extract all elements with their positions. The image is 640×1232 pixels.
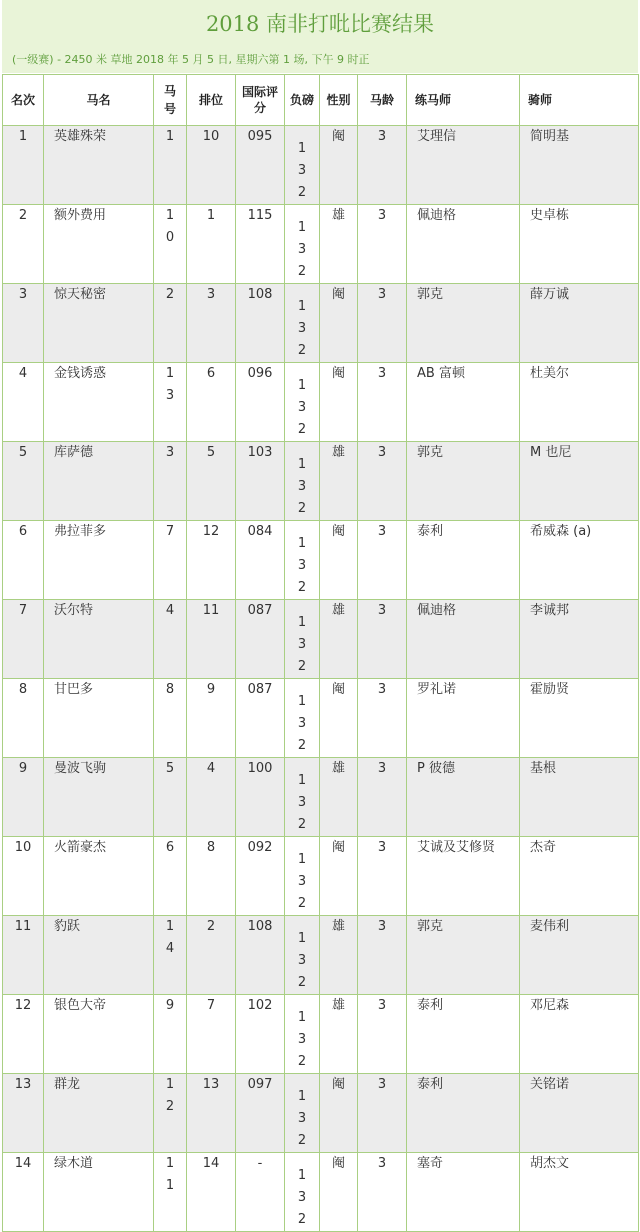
weight-cell: 132 — [285, 995, 320, 1074]
age-cell: 3 — [358, 679, 407, 758]
horse-name-cell: 绿木道 — [44, 1153, 154, 1232]
trainer-cell: 罗礼诺 — [407, 679, 520, 758]
draw-cell: 14 — [187, 1153, 236, 1232]
rank-cell: 13 — [3, 1074, 44, 1153]
rank-cell: 1 — [3, 126, 44, 205]
draw-cell: 8 — [187, 837, 236, 916]
sex-cell: 阉 — [320, 126, 358, 205]
horse-name-cell: 惊天秘密 — [44, 284, 154, 363]
horse-name-cell: 英雄殊荣 — [44, 126, 154, 205]
rating-cell: 087 — [236, 679, 285, 758]
draw-cell: 11 — [187, 600, 236, 679]
sex-cell: 雄 — [320, 758, 358, 837]
draw-cell: 6 — [187, 363, 236, 442]
rank-cell: 8 — [3, 679, 44, 758]
weight-cell: 132 — [285, 916, 320, 995]
header-rating: 国际评分 — [236, 75, 285, 126]
weight-cell: 132 — [285, 1153, 320, 1232]
rating-cell: 103 — [236, 442, 285, 521]
sex-cell: 阉 — [320, 363, 358, 442]
header-horse: 马名 — [44, 75, 154, 126]
rating-cell: 096 — [236, 363, 285, 442]
race-subtitle: (一级赛) - 2450 米 草地 2018 年 5 月 5 日, 星期六第 1 场, 下午 9 时正 — [12, 53, 370, 66]
trainer-cell: 塞奇 — [407, 1153, 520, 1232]
horse-name-cell: 群龙 — [44, 1074, 154, 1153]
table-row — [3, 363, 639, 442]
jockey-cell: 史卓栋 — [520, 205, 639, 284]
rank-cell: 9 — [3, 758, 44, 837]
horse-no-cell: 14 — [154, 916, 187, 995]
horse-name-cell: 金钱诱惑 — [44, 363, 154, 442]
jockey-cell: 杜美尔 — [520, 363, 639, 442]
weight-cell: 132 — [285, 205, 320, 284]
jockey-cell: 杰奇 — [520, 837, 639, 916]
table-row — [3, 600, 639, 679]
sex-cell: 雄 — [320, 995, 358, 1074]
horse-name-cell: 库萨德 — [44, 442, 154, 521]
draw-cell: 1 — [187, 205, 236, 284]
title-bar — [2, 0, 638, 48]
header-sex: 性别 — [320, 75, 358, 126]
sex-cell: 阉 — [320, 521, 358, 600]
horse-name-cell: 弗拉菲多 — [44, 521, 154, 600]
sex-cell: 阉 — [320, 837, 358, 916]
jockey-cell: 关铭诺 — [520, 1074, 639, 1153]
trainer-cell: P 彼德 — [407, 758, 520, 837]
sex-cell: 阉 — [320, 284, 358, 363]
trainer-cell: 艾理信 — [407, 126, 520, 205]
trainer-cell: 佩迪格 — [407, 600, 520, 679]
table-row — [3, 1074, 639, 1153]
rank-cell: 11 — [3, 916, 44, 995]
horse-name-cell: 银色大帝 — [44, 995, 154, 1074]
draw-cell: 13 — [187, 1074, 236, 1153]
age-cell: 3 — [358, 442, 407, 521]
rating-cell: 108 — [236, 916, 285, 995]
weight-cell: 132 — [285, 679, 320, 758]
rank-cell: 10 — [3, 837, 44, 916]
header-row — [3, 75, 639, 126]
horse-no-cell: 12 — [154, 1074, 187, 1153]
draw-cell: 3 — [187, 284, 236, 363]
age-cell: 3 — [358, 1074, 407, 1153]
jockey-cell: 霍励贤 — [520, 679, 639, 758]
age-cell: 3 — [358, 205, 407, 284]
horse-name-cell: 曼波飞驹 — [44, 758, 154, 837]
rank-cell: 2 — [3, 205, 44, 284]
age-cell: 3 — [358, 126, 407, 205]
trainer-cell: 泰利 — [407, 521, 520, 600]
sex-cell: 雄 — [320, 205, 358, 284]
table-row — [3, 205, 639, 284]
age-cell: 3 — [358, 600, 407, 679]
table-row — [3, 521, 639, 600]
table-row — [3, 679, 639, 758]
age-cell: 3 — [358, 837, 407, 916]
horse-no-cell: 5 — [154, 758, 187, 837]
draw-cell: 5 — [187, 442, 236, 521]
jockey-cell: 邓尼森 — [520, 995, 639, 1074]
header-jockey: 骑师 — [520, 75, 639, 126]
page-title: 2018 南非打吡比赛结果 — [205, 12, 435, 36]
rating-cell: 084 — [236, 521, 285, 600]
horse-name-cell: 额外费用 — [44, 205, 154, 284]
table-row — [3, 837, 639, 916]
header-rank: 名次 — [3, 75, 44, 126]
rank-cell: 3 — [3, 284, 44, 363]
trainer-cell: 郭克 — [407, 916, 520, 995]
draw-cell: 12 — [187, 521, 236, 600]
trainer-cell: 郭克 — [407, 284, 520, 363]
rating-cell: 108 — [236, 284, 285, 363]
rating-cell: 102 — [236, 995, 285, 1074]
rank-cell: 12 — [3, 995, 44, 1074]
weight-cell: 132 — [285, 758, 320, 837]
age-cell: 3 — [358, 916, 407, 995]
weight-cell: 132 — [285, 521, 320, 600]
horse-no-cell: 8 — [154, 679, 187, 758]
weight-cell: 132 — [285, 442, 320, 521]
age-cell: 3 — [358, 758, 407, 837]
weight-cell: 132 — [285, 837, 320, 916]
header-trainer: 练马师 — [407, 75, 520, 126]
rating-cell: 095 — [236, 126, 285, 205]
header-horse-no: 马号 — [154, 75, 187, 126]
sex-cell: 阉 — [320, 1074, 358, 1153]
age-cell: 3 — [358, 521, 407, 600]
header-draw: 排位 — [187, 75, 236, 126]
rating-cell: 097 — [236, 1074, 285, 1153]
weight-cell: 132 — [285, 284, 320, 363]
horse-no-cell: 11 — [154, 1153, 187, 1232]
age-cell: 3 — [358, 1153, 407, 1232]
sex-cell: 阉 — [320, 1153, 358, 1232]
draw-cell: 9 — [187, 679, 236, 758]
horse-no-cell: 1 — [154, 126, 187, 205]
trainer-cell: 艾诚及艾修贤 — [407, 837, 520, 916]
sex-cell: 阉 — [320, 679, 358, 758]
rating-cell: - — [236, 1153, 285, 1232]
jockey-cell: M 也尼 — [520, 442, 639, 521]
horse-name-cell: 甘巴多 — [44, 679, 154, 758]
table-row — [3, 995, 639, 1074]
weight-cell: 132 — [285, 1074, 320, 1153]
age-cell: 3 — [358, 284, 407, 363]
weight-cell: 132 — [285, 363, 320, 442]
rank-cell: 6 — [3, 521, 44, 600]
age-cell: 3 — [358, 995, 407, 1074]
horse-no-cell: 9 — [154, 995, 187, 1074]
horse-no-cell: 3 — [154, 442, 187, 521]
draw-cell: 2 — [187, 916, 236, 995]
jockey-cell: 希威森 (a) — [520, 521, 639, 600]
horse-name-cell: 火箭豪杰 — [44, 837, 154, 916]
table-row — [3, 284, 639, 363]
sex-cell: 雄 — [320, 916, 358, 995]
sex-cell: 雄 — [320, 600, 358, 679]
horse-no-cell: 13 — [154, 363, 187, 442]
table-row — [3, 758, 639, 837]
sex-cell: 雄 — [320, 442, 358, 521]
draw-cell: 7 — [187, 995, 236, 1074]
header-age: 马龄 — [358, 75, 407, 126]
jockey-cell: 简明基 — [520, 126, 639, 205]
trainer-cell: 泰利 — [407, 1074, 520, 1153]
trainer-cell: 泰利 — [407, 995, 520, 1074]
jockey-cell: 李诚邦 — [520, 600, 639, 679]
rank-cell: 7 — [3, 600, 44, 679]
results-table — [2, 74, 639, 1232]
subtitle-bar — [2, 48, 638, 73]
jockey-cell: 胡杰文 — [520, 1153, 639, 1232]
horse-no-cell: 4 — [154, 600, 187, 679]
rating-cell: 100 — [236, 758, 285, 837]
rank-cell: 14 — [3, 1153, 44, 1232]
trainer-cell: 佩迪格 — [407, 205, 520, 284]
horse-no-cell: 10 — [154, 205, 187, 284]
draw-cell: 10 — [187, 126, 236, 205]
age-cell: 3 — [358, 363, 407, 442]
rating-cell: 092 — [236, 837, 285, 916]
table-row — [3, 1153, 639, 1232]
horse-name-cell: 豹跃 — [44, 916, 154, 995]
table-row — [3, 916, 639, 995]
jockey-cell: 基根 — [520, 758, 639, 837]
horse-name-cell: 沃尔特 — [44, 600, 154, 679]
trainer-cell: 郭克 — [407, 442, 520, 521]
weight-cell: 132 — [285, 126, 320, 205]
results-sheet — [2, 0, 638, 1227]
rating-cell: 115 — [236, 205, 285, 284]
rating-cell: 087 — [236, 600, 285, 679]
weight-cell: 132 — [285, 600, 320, 679]
table-row — [3, 442, 639, 521]
jockey-cell: 麦伟利 — [520, 916, 639, 995]
jockey-cell: 薛万诚 — [520, 284, 639, 363]
horse-no-cell: 2 — [154, 284, 187, 363]
horse-no-cell: 6 — [154, 837, 187, 916]
trainer-cell: AB 富顿 — [407, 363, 520, 442]
draw-cell: 4 — [187, 758, 236, 837]
rank-cell: 4 — [3, 363, 44, 442]
header-weight: 负磅 — [285, 75, 320, 126]
horse-no-cell: 7 — [154, 521, 187, 600]
rank-cell: 5 — [3, 442, 44, 521]
table-row — [3, 126, 639, 205]
